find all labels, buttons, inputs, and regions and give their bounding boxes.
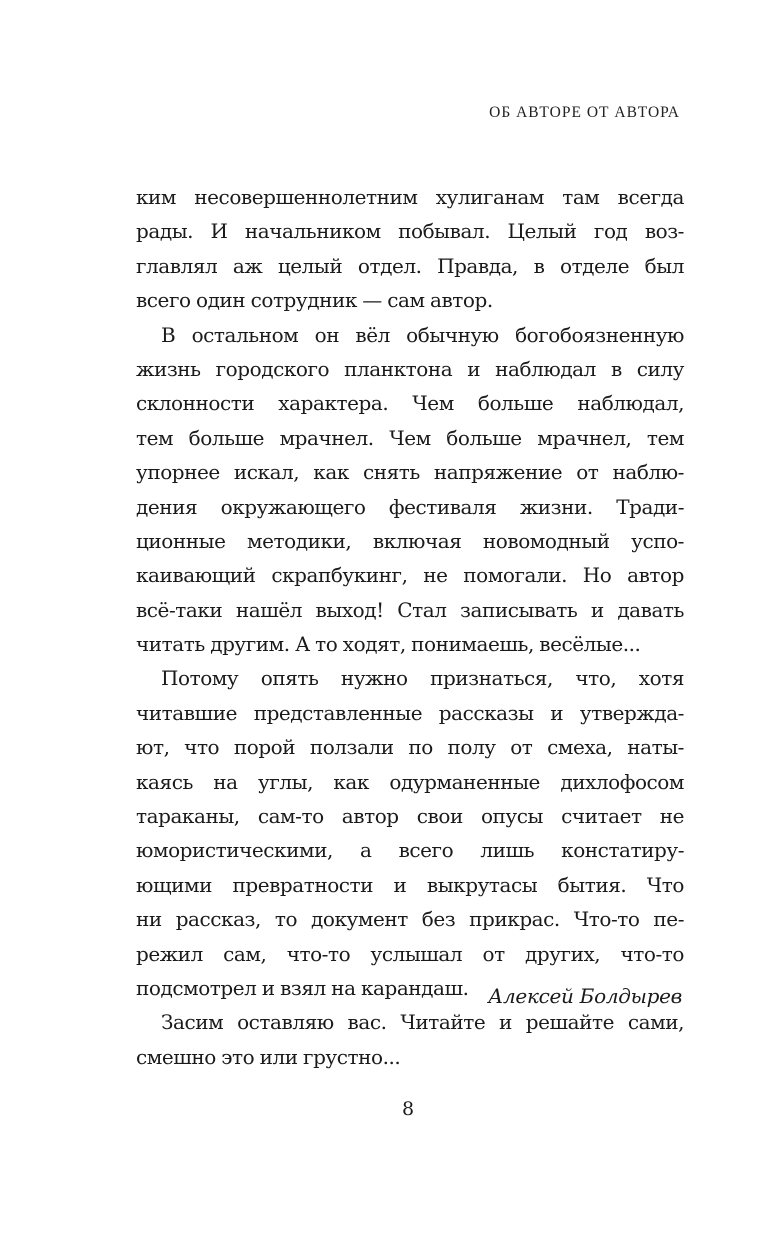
text-line: читавшие представленные рассказы и утвержда- [136,700,684,725]
text-line: ни рассказ, то документ без прикрас. Что-то пе- [136,907,684,932]
text-line: ционные методики, включая новомодный успо- [136,528,684,553]
text-line: каясь на углы, как одурманенные дихлофосом [136,769,684,794]
text-line: смешно это или грустно... [136,1044,401,1069]
text-line: каивающий скрапбукинг, не помогали. Но автор [136,563,684,588]
text-line: жизнь городского планктона и наблюдал в силу [136,356,684,381]
running-header: ОБ АВТОРЕ ОТ АВТОРА [489,104,680,121]
page-number: 8 [401,1098,415,1120]
paragraph [136,318,684,662]
paragraph [136,661,684,1005]
text-line: режил сам, что-то услышал от других, что-то [136,941,684,966]
paragraph [136,180,684,318]
text-line: склонности характера. Чем больше наблюдал, [136,391,684,416]
text-line: Потому опять нужно признаться, что, хотя [161,666,684,691]
text-line: всего один сотрудник — сам автор. [136,288,493,313]
text-line: подсмотрел и взял на карандаш. [136,975,469,1000]
paragraph [136,1005,684,1074]
text-line: ким несовершеннолетним хулиганам там всегда [136,185,684,209]
text-line: Засим оставляю вас. Читайте и решайте сами, [161,1010,684,1035]
text-line: упорнее искал, как снять напряжение от наблю- [136,460,684,485]
text-line: тем больше мрачнел. Чем больше мрачнел, тем [136,425,684,450]
text-line: рады. И начальником побывал. Целый год воз- [136,219,684,244]
text-line: тараканы, сам-то автор свои опусы считает не [136,804,684,829]
text-line: юмористическими, а всего лишь констатиру- [136,838,684,863]
text-line: всё-таки нашёл выход! Стал записывать и давать [136,597,684,622]
text-line: ющими превратности и выкрутасы бытия. Что [136,872,684,897]
author-signature: Алексей Болдырев [488,984,682,1008]
text-line: дения окружающего фестиваля жизни. Тради- [136,494,684,519]
text-line: В остальном он вёл обычную богобоязненную [161,322,684,347]
text-line: ют, что порой ползали по полу от смеха, наты- [136,735,684,760]
text-line: читать другим. А то ходят, понимаешь, весёлые... [136,632,641,657]
body-text [136,180,684,1074]
text-line: главлял аж целый отдел. Правда, в отделе был [136,253,684,278]
